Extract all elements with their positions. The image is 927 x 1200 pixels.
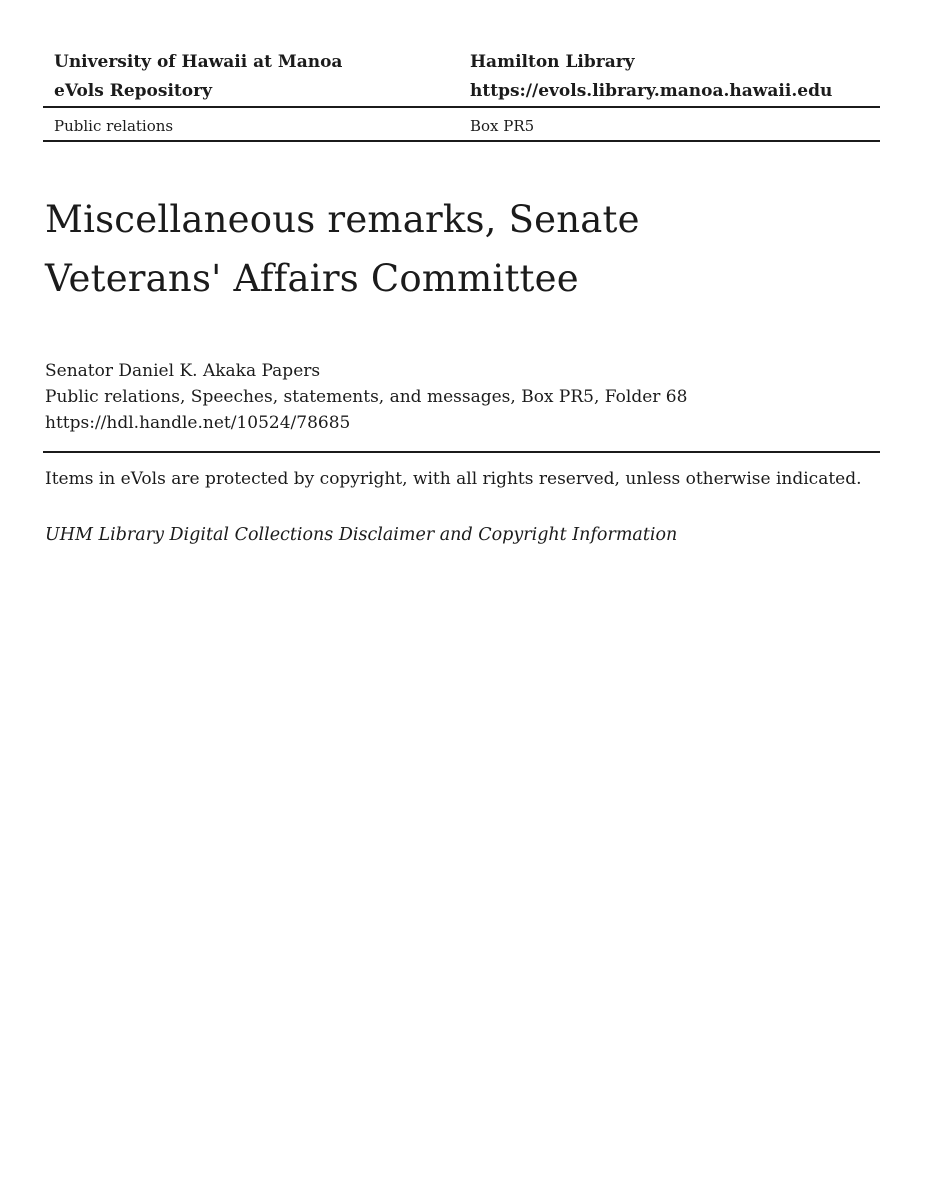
citation-block: [45, 358, 880, 436]
library-name: Hamilton Library: [470, 52, 635, 72]
repository-url: https://evols.library.manoa.hawaii.edu: [470, 81, 833, 101]
box-label: Box PR5: [470, 117, 535, 135]
institution-name: University of Hawaii at Manoa: [54, 52, 343, 72]
header-meta-row-container: [43, 108, 880, 142]
handle-link[interactable]: https://hdl.handle.net/10524/78685: [45, 413, 351, 433]
repository-header: [43, 48, 880, 142]
citation-collection: Senator Daniel K. Akaka Papers: [45, 361, 321, 381]
document-title: Miscellaneous remarks, Senate Veterans' Affairs Committee: [45, 198, 640, 300]
divider-rule: [43, 451, 880, 453]
rights-statement: Items in eVols are protected by copyright, with all rights reserved, unless otherwise indicated.: [45, 469, 862, 489]
header-row-1: [43, 48, 880, 77]
citation-location: Public relations, Speeches, statements, and messages, Box PR5, Folder 68: [45, 387, 688, 407]
series-label: Public relations: [54, 117, 174, 135]
header-meta-row: [43, 108, 880, 140]
header-row-2: [43, 77, 880, 106]
disclaimer-link[interactable]: UHM Library Digital Collections Disclaimer and Copyright Information: [45, 525, 678, 545]
repository-name: eVols Repository: [54, 81, 212, 101]
header-main-rows: [43, 48, 880, 108]
